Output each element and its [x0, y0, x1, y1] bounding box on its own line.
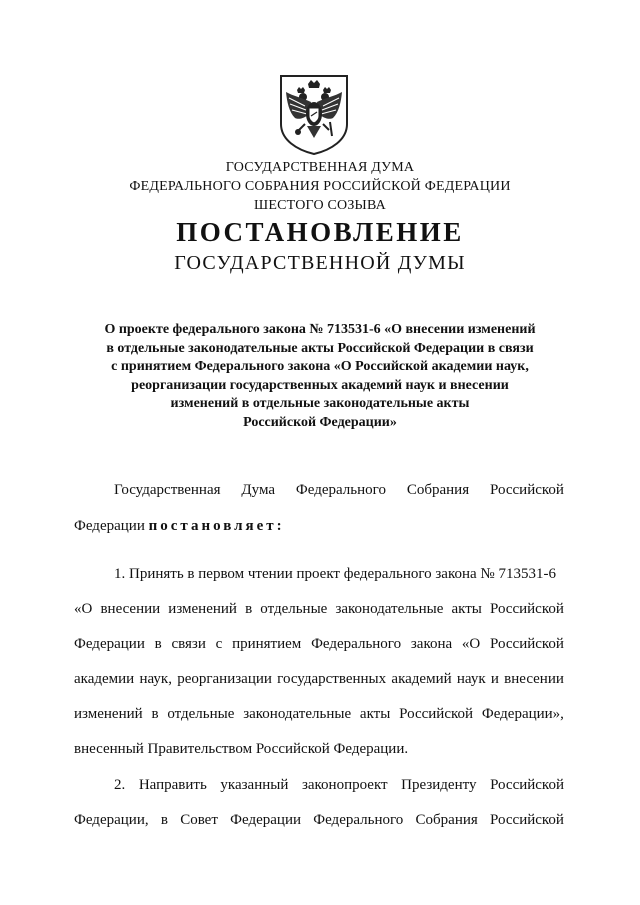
word: Совет: [180, 812, 218, 828]
word: 2.: [114, 777, 126, 793]
word: указанный: [220, 777, 289, 793]
word: законопроект: [301, 777, 388, 793]
preamble-paragraph: [74, 480, 564, 537]
issuing-authority-header: [0, 158, 640, 215]
document-title: ПОСТАНОВЛЕНИЕ: [176, 217, 464, 247]
word: Российской: [489, 601, 564, 617]
subject-line: О проекте федерального закона № 713531-6 «О внесении изменений: [104, 322, 536, 337]
word: наук: [456, 671, 486, 687]
word: Российской: [490, 636, 564, 652]
word: акты: [359, 706, 391, 722]
header-line-federal-assembly: ФЕДЕРАЛЬНОГО СОБРАНИЯ РОССИЙСКОЙ ФЕДЕРАЦИИ: [129, 179, 511, 194]
word: Дума: [241, 482, 276, 498]
word: изменений: [168, 601, 237, 617]
word: академии: [74, 671, 135, 687]
word: законодательные: [335, 601, 444, 617]
item-1-line: [74, 634, 564, 655]
subject-line: Российской Федерации»: [243, 414, 397, 430]
word: принятием: [232, 636, 302, 652]
word: в: [160, 812, 168, 828]
word: «О: [74, 601, 93, 617]
word: академий: [391, 671, 452, 687]
word: Федерации: [74, 518, 145, 534]
word: Государственная: [114, 482, 221, 498]
word: связи: [171, 636, 206, 652]
subject-line: реорганизации государственных академий наук и внесении: [131, 377, 509, 393]
item-1-paragraph: [74, 564, 564, 760]
word: Российской: [399, 706, 474, 722]
word: акты: [451, 601, 482, 617]
word: реорганизации: [177, 671, 272, 687]
word: отдельные: [167, 706, 235, 722]
coat-of-arms-emblem-icon: [275, 72, 353, 156]
word: Президенту: [401, 777, 477, 793]
subject-line: в отдельные законодательные акты Российской Федерации в связи: [106, 340, 534, 356]
item-1-line: [74, 599, 564, 620]
word: и: [490, 671, 499, 687]
word: «О: [461, 636, 481, 652]
subject-line: с принятием Федерального закона «О Российской академии наук,: [111, 359, 529, 374]
item-1-line: внесенный Правительством Российской Федерации.: [74, 741, 409, 757]
word: Российской: [490, 482, 564, 498]
word: Федерального: [311, 636, 402, 652]
word: в: [245, 601, 253, 617]
item-2-line: [74, 775, 564, 796]
word: Федерального: [295, 482, 386, 498]
item-1-line: 1. Принять в первом чтении проект федерального закона № 713531-6: [114, 566, 556, 582]
item-1-line: [74, 669, 564, 690]
resolution-subject: [90, 321, 550, 432]
word: Собрания: [415, 812, 478, 828]
preamble-line: [74, 480, 564, 501]
decree-verb: постановляет:: [148, 518, 285, 534]
word: внесении: [100, 601, 161, 617]
word: Российской: [490, 777, 564, 793]
word: в: [154, 636, 162, 652]
word: Федерации»,: [481, 706, 564, 722]
word: Федерации: [230, 812, 301, 828]
word: изменений: [74, 706, 143, 722]
subject-line: изменений в отдельные законодательные акты: [170, 396, 470, 411]
word: внесении: [504, 671, 564, 687]
word: Федерации: [74, 636, 145, 652]
word: Российской: [490, 812, 564, 828]
header-line-duma: ГОСУДАРСТВЕННАЯ ДУМА: [225, 160, 415, 175]
word: закона: [410, 636, 453, 652]
word: Федерации,: [74, 812, 149, 828]
word: Направить: [138, 777, 207, 793]
document-subtitle: ГОСУДАРСТВЕННОЙ ДУМЫ: [174, 252, 466, 274]
word: Федерального: [313, 812, 404, 828]
header-line-convocation: ШЕСТОГО СОЗЫВА: [254, 198, 386, 213]
word: наук,: [139, 671, 172, 687]
word: Собрания: [406, 482, 470, 498]
item-1-line: [74, 704, 564, 725]
item-2-paragraph: [74, 775, 564, 831]
word: законодательные: [243, 706, 352, 722]
word: с: [215, 636, 223, 652]
preamble-line: [74, 516, 564, 537]
word: государственных: [277, 671, 387, 687]
item-2-line: [74, 810, 564, 831]
word: отдельные: [260, 601, 328, 617]
word: в: [151, 706, 159, 722]
